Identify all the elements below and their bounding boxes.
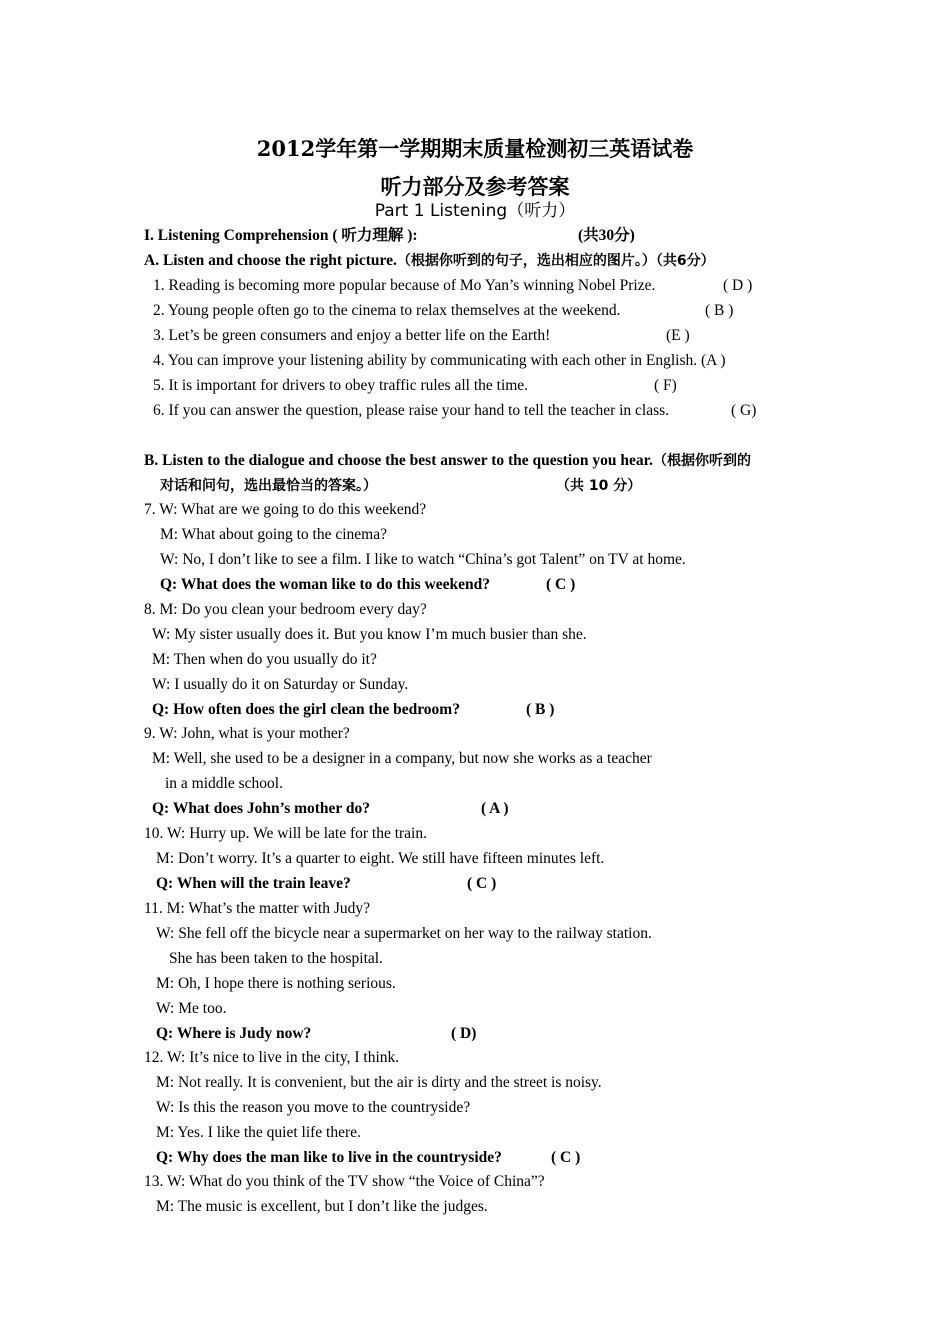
dialogue-8-line-4: W: I usually do it on Saturday or Sunday.	[152, 676, 409, 693]
dialogue-9-answer: ( A )	[481, 800, 509, 817]
section-b-points: （共 10 分）	[556, 478, 642, 494]
dialogue-13-line-1: 13. W: What do you think of the TV show “the Voice of China”?	[144, 1173, 545, 1190]
dialogue-10-answer: ( C )	[467, 875, 497, 892]
dialogue-12-line-3: W: Is this the reason you move to the countryside?	[156, 1099, 471, 1116]
section-a-note: （根据你听到的句子，选出相应的图片。）（共6分）	[396, 253, 715, 269]
dialogue-12-answer: ( C )	[551, 1149, 581, 1166]
section-a-heading	[144, 251, 715, 271]
dialogue-11-line-2: W: She fell off the bicycle near a supermarket on her way to the railway station.	[156, 925, 652, 942]
dialogue-9-line-1: 9. W: John, what is your mother?	[144, 725, 350, 742]
dialogue-8-answer: ( B )	[526, 701, 555, 718]
a-item-6: 6. If you can answer the question, please raise your hand to tell the teacher in class.	[153, 402, 670, 419]
dialogue-7-line-3: W: No, I don’t like to see a film. I like to watch “China’s got Talent” on TV at home.	[160, 551, 686, 568]
a-item-6-answer: ( G)	[731, 402, 757, 419]
part-heading: Part 1 Listening（听力）	[374, 201, 576, 221]
dialogue-8-line-2: W: My sister usually does it. But you know I’m much busier than she.	[152, 626, 587, 643]
a-item-1: 1. Reading is becoming more popular because of Mo Yan’s winning Nobel Prize.	[153, 277, 656, 294]
dialogue-12-line-1: 12. W: It’s nice to live in the city, I think.	[144, 1049, 400, 1066]
dialogue-11-line-4: M: Oh, I hope there is nothing serious.	[156, 975, 396, 992]
dialogue-12-question: Q: Why does the man like to live in the countryside?	[156, 1149, 502, 1166]
document-title: 2012学年第一学期期末质量检测初三英语试卷	[256, 136, 694, 161]
dialogue-11-line-3: She has been taken to the hospital.	[169, 950, 383, 967]
dialogue-8-line-3: M: Then when do you usually do it?	[152, 651, 377, 668]
dialogue-7-answer: ( C )	[546, 576, 576, 593]
dialogue-9-line-2: M: Well, she used to be a designer in a company, but now she works as a teacher	[152, 750, 652, 767]
section-i-points: (共30分)	[578, 227, 635, 244]
dialogue-10-line-2: M: Don’t worry. It’s a quarter to eight. We still have fifteen minutes left.	[156, 850, 605, 867]
document-subtitle: 听力部分及参考答案	[380, 174, 570, 199]
a-item-4: 4. You can improve your listening ability by communicating with each other in English. (A )	[153, 352, 726, 369]
dialogue-11-line-1: 11. M: What’s the matter with Judy?	[144, 900, 371, 917]
dialogue-12-line-4: M: Yes. I like the quiet life there.	[156, 1124, 361, 1141]
section-b-note-2: 对话和问句，选出最恰当的答案。）	[160, 478, 377, 494]
a-item-5: 5. It is important for drivers to obey traffic rules all the time.	[153, 377, 529, 394]
dialogue-11-question: Q: Where is Judy now?	[156, 1025, 312, 1042]
dialogue-11-line-5: W: Me too.	[156, 1000, 227, 1017]
a-item-3: 3. Let’s be green consumers and enjoy a better life on the Earth!	[153, 327, 551, 344]
section-a-label: A. Listen and choose the right picture.	[144, 252, 397, 269]
section-i-heading: I. Listening Comprehension ( 听力理解 ):	[144, 227, 418, 244]
a-item-3-answer: (E )	[666, 327, 690, 344]
dialogue-8-question: Q: How often does the girl clean the bedroom?	[152, 701, 460, 718]
section-b-label: B. Listen to the dialogue and choose the best answer to the question you hear.	[144, 452, 653, 469]
dialogue-10-line-1: 10. W: Hurry up. We will be late for the train.	[144, 825, 427, 842]
section-b-note-1: （根据你听到的	[652, 453, 751, 469]
dialogue-9-question: Q: What does John’s mother do?	[152, 800, 371, 817]
dialogue-8-line-1: 8. M: Do you clean your bedroom every day?	[144, 601, 427, 618]
dialogue-9-line-3: in a middle school.	[165, 775, 283, 792]
a-item-2: 2. Young people often go to the cinema to relax themselves at the weekend.	[153, 302, 621, 319]
dialogue-7-line-1: 7. W: What are we going to do this weekend?	[144, 501, 427, 518]
a-item-2-answer: ( B )	[705, 302, 734, 319]
section-b-heading	[144, 451, 751, 471]
dialogue-11-answer: ( D)	[451, 1025, 477, 1042]
dialogue-7-line-2: M: What about going to the cinema?	[160, 526, 387, 543]
dialogue-7-question: Q: What does the woman like to do this weekend?	[160, 576, 490, 593]
dialogue-10-question: Q: When will the train leave?	[156, 875, 351, 892]
dialogue-13-line-2: M: The music is excellent, but I don’t like the judges.	[156, 1198, 488, 1215]
a-item-1-answer: ( D )	[723, 277, 753, 294]
a-item-5-answer: ( F)	[654, 377, 677, 394]
dialogue-12-line-2: M: Not really. It is convenient, but the air is dirty and the street is noisy.	[156, 1074, 602, 1091]
